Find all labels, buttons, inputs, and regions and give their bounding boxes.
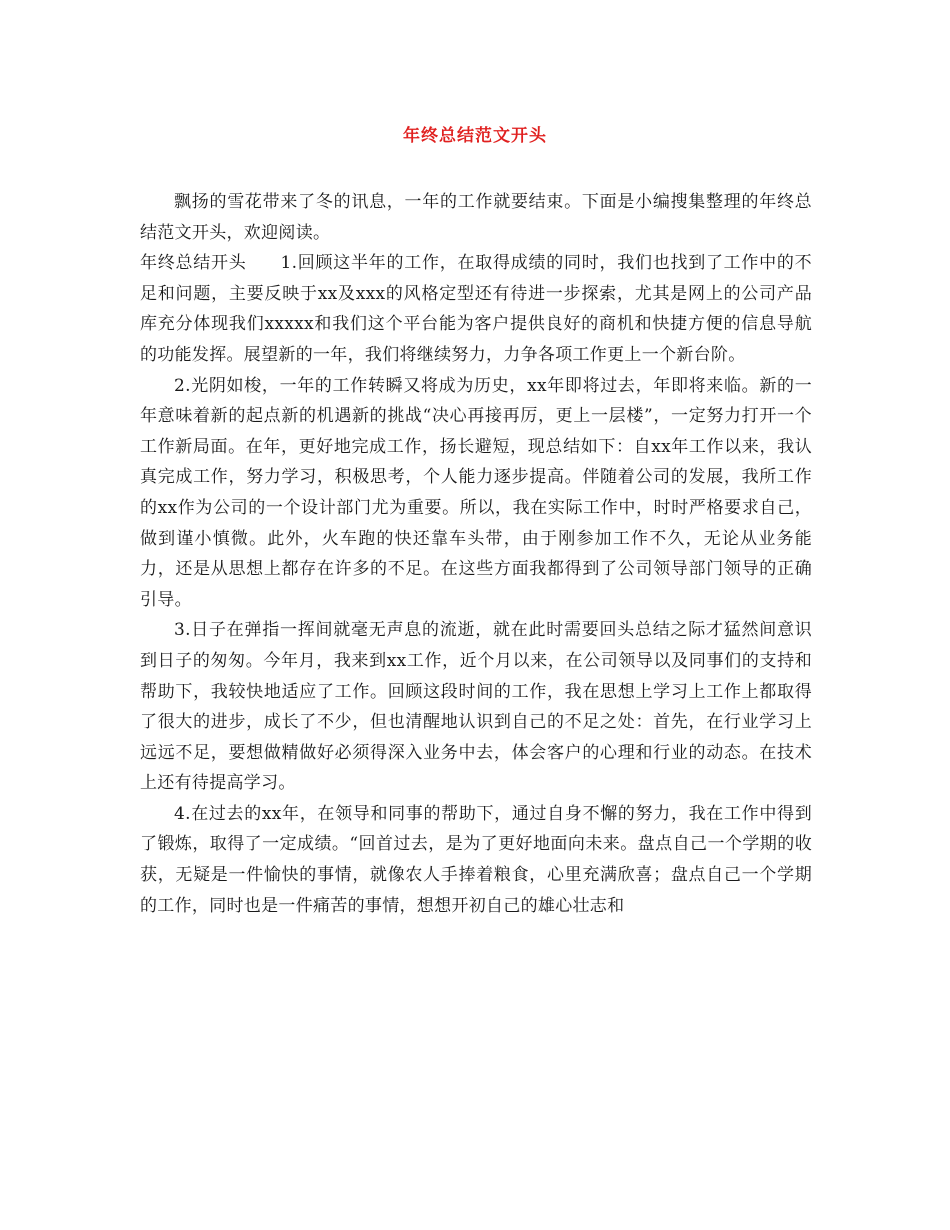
paragraph-3: 3.日子在弹指一挥间就毫无声息的流逝，就在此时需要回头总结之际才猛然间意识到日子的匆匆。今年月，我来到xx工作，近个月以来，在公司领导以及同事们的支持和帮助下，我较快地适应了工作。回顾这段时间的工作，我在思想上学习上工作上都取得了很大的进步，成长了不少，但也清醒地认识到自己的不足之处：首先，在行业学习上远远不足，要想做精做好必须得深入业务中去，体会客户的心理和行业的动态。在技术上还有待提高学习。 — [140, 620, 812, 794]
document-title: 年终总结范文开头 — [403, 126, 547, 146]
paragraph-2: 2.光阴如梭，一年的工作转瞬又将成为历史，xx年即将过去，年即将来临。新的一年意味着新的起点新的机遇新的挑战“决心再接再厉，更上一层楼”，一定努力打开一个工作新局面。在年，更好地完成工作，扬长避短，现总结如下：自xx年工作以来，我认真完成工作，努力学习，积极思考，个人能力逐步提高。伴随着公司的发展，我所工作的xx作为公司的一个设计部门尤为重要。所以，我在实际工作中，时时严格要求自己，做到谨小慎微。此外，火车跑的快还靠车头带，由于刚参加工作不久，无论从业务能力，还是从思想上都存在许多的不足。在这些方面我都得到了公司领导部门领导的正确引导。 — [140, 375, 812, 610]
paragraph-4: 4.在过去的xx年，在领导和同事的帮助下，通过自身不懈的努力，我在工作中得到了锻炼，取得了一定成绩。“回首过去，是为了更好地面向未来。盘点自己一个学期的收获，无疑是一件愉快的事情，就像农人手捧着粮食，心里充满欣喜；盘点自己一个学期的工作，同时也是一件痛苦的事情，想想开初自己的雄心壮志和 — [140, 803, 812, 916]
section-label: 年终总结开头 — [140, 253, 247, 274]
paragraph-1 — [140, 248, 812, 370]
document-body — [140, 187, 812, 921]
paragraph-1-text: 1.回顾这半年的工作，在取得成绩的同时，我们也找到了工作中的不足和问题，主要反映于xx及xxx的风格定型还有待进一步探索，尤其是网上的公司产品库充分体现我们xxxxx和我们这个平台能为客户提供良好的商机和快捷方便的信息导航的功能发挥。展望新的一年，我们将继续努力，力争各项工作更上一个新台阶。 — [140, 253, 812, 365]
intro-paragraph: 飘扬的雪花带来了冬的讯息，一年的工作就要结束。下面是小编搜集整理的年终总结范文开头，欢迎阅读。 — [140, 192, 812, 243]
